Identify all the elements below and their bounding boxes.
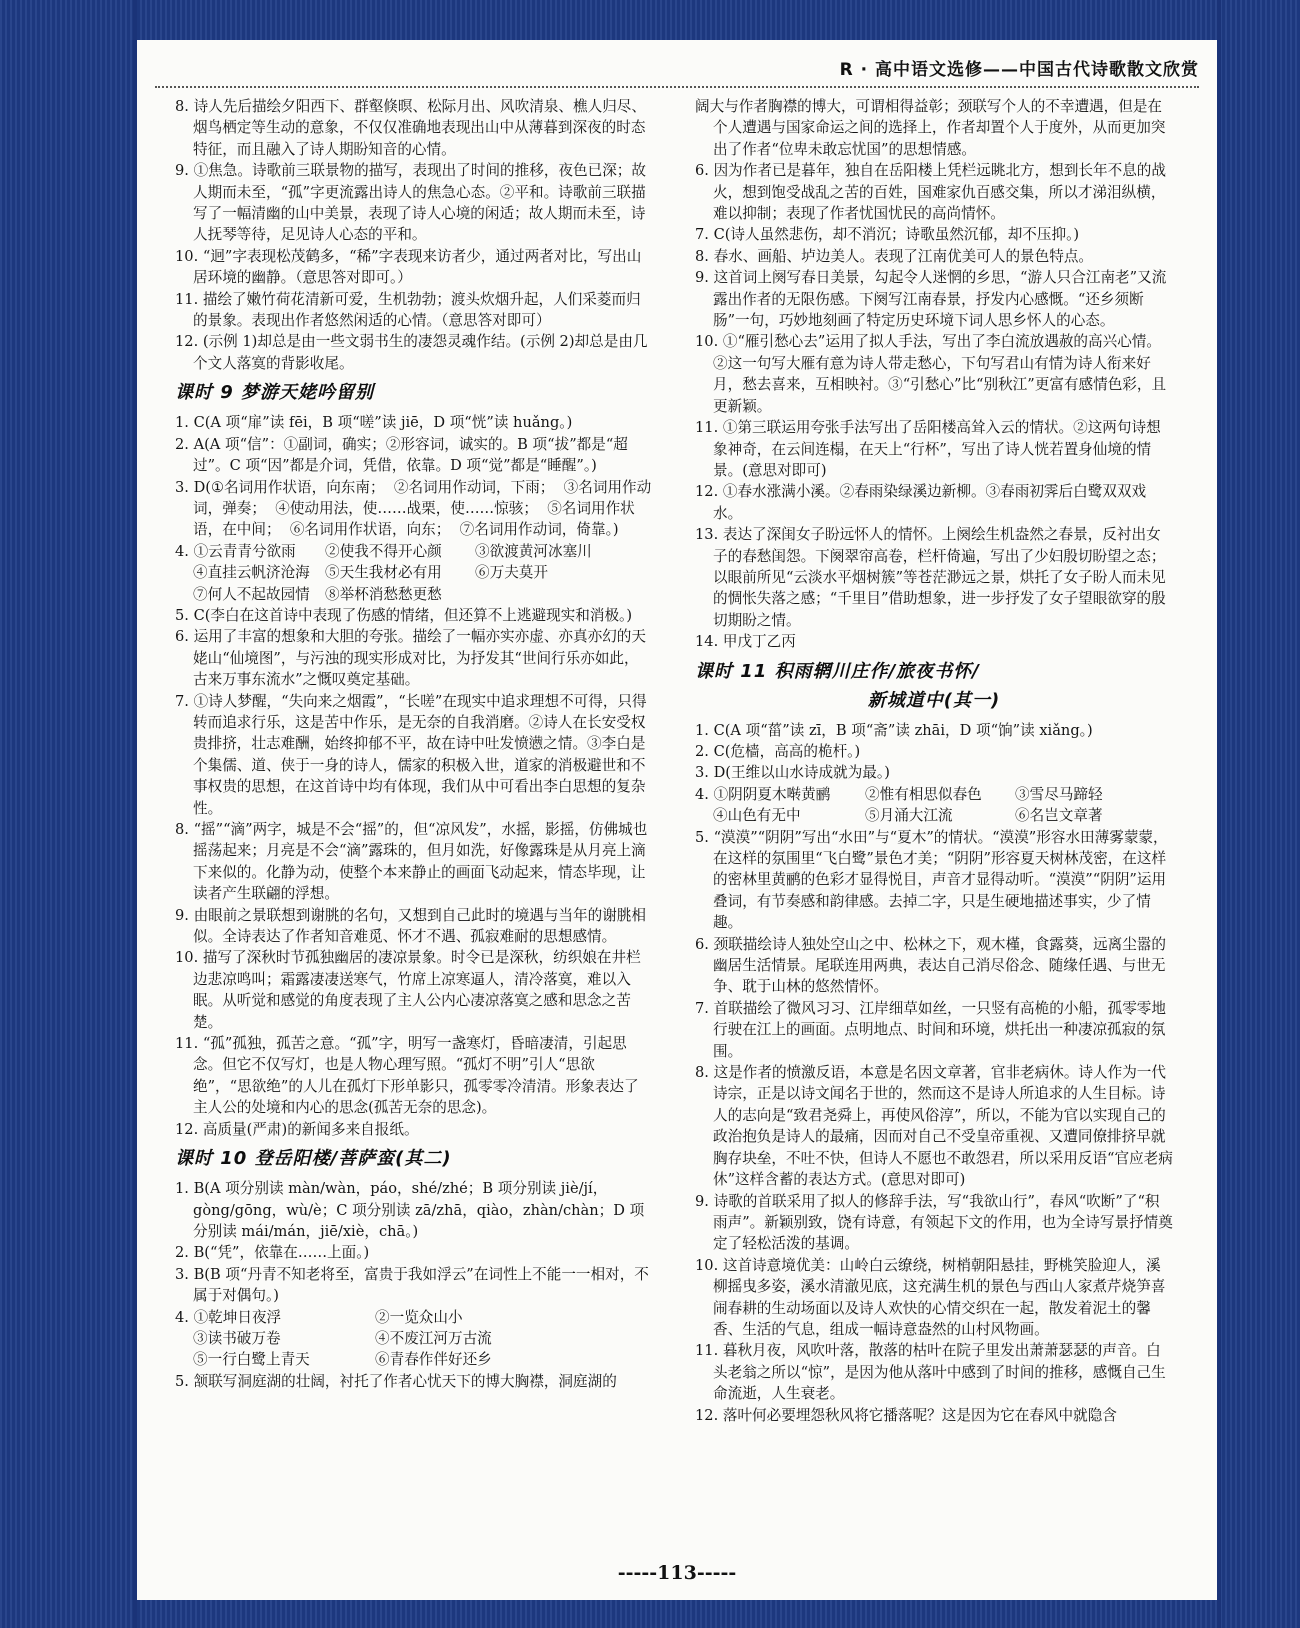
answer-item: 8. 这是作者的愤激反语，本意是名因文章著，官非老病休。诗人作为一代诗宗，正是以诗文闻名于世的，然而这不是诗人所追求的人生目标。诗人的志向是“致君尧舜上，再使风俗淳”，所以，不能为官以实现自己的政治抱负是诗人的最痛，因而对自己不受皇帝重视、又遭同僚排挤早就胸存块垒，不吐不快，但诗人不愿也不敢怨君，所以采用反语“官应老病休”这样含蓄的表达方式。(意思对即可) <box>695 1064 1173 1189</box>
answer-item: 10. “迥”字表现松茂鹤多，“稀”字表现来访者少，通过两者对比，写出山居环境的幽静。（意思答对即可。） <box>175 247 642 287</box>
answer-item: 8. 诗人先后描绘夕阳西下、群壑倏暝、松际月出、风吹清泉、樵人归尽、烟鸟栖定等生动的意象，不仅仅准确地表现出山中从薄暮到深夜的时态特征，而且融入了诗人期盼知音的心情。 <box>175 98 646 158</box>
left-column <box>175 96 653 1540</box>
answer-item: 11. 描绘了嫩竹荷花清新可爱，生机勃勃；渡头炊烟升起，人们采菱而归的景象。表现出作者悠然闲适的心情。（意思答对即可） <box>175 290 641 330</box>
answer-item: 5. “漠漠”“阴阴”写出“水田”与“夏木”的情状。“漠漠”形容水田薄雾蒙蒙，在这样的氛围里“飞白鹭”景色才美；“阴阴”形容夏天树林茂密，在这样的密林里黄鹂的色彩才显得悦目，声音才显得动听。“漠漠”“阴阴”运用叠词，有节奏感和韵律感。去掉二字，只是生硬地描述事实，少了情趣。 <box>695 828 1168 932</box>
grid-cell: 4. ①阴阴夏木啭黄鹂 <box>695 785 831 803</box>
answer-item: 2. A(A 项“信”：①副词，确实；②形容词，诚实的。B 项“拔”都是“超过”。C 项“因”都是介词，凭借，依靠。D 项“觉”都是“睡醒”。) <box>175 435 628 475</box>
answer-item: 3. B(B 项“丹青不知老将至，富贵于我如浮云”在词性上不能一一相对，不属于对偶句。) <box>175 1265 649 1305</box>
answer-grid-4b <box>175 1307 653 1371</box>
lesson-10-heading: 课时 10 登岳阳楼/菩萨蛮(其二) <box>175 1148 452 1170</box>
book-page <box>137 40 1217 1600</box>
answer-item: 12. 落叶何必要埋怨秋风将它播落呢？这是因为它在春风中就隐含 <box>695 1406 1117 1424</box>
answer-item: 5. 颔联写洞庭湖的壮阔，衬托了作者心忧天下的博大胸襟，洞庭湖的 <box>175 1372 617 1390</box>
answer-item: 6. 颈联描绘诗人独处空山之中、松林之下，观木槿，食露葵，远离尘嚣的幽居生活情景。尾联连用两典，表达自己消尽俗念、随缘任遇、与世无争、耽于山林的悠然情怀。 <box>695 935 1166 996</box>
right-column <box>695 96 1173 1540</box>
grid-cell: ⑥万夫莫开 <box>475 564 548 582</box>
answer-grid-4c <box>695 784 1173 827</box>
grid-cell: ②一览众山小 <box>375 1308 463 1326</box>
grid-cell: ③雪尽马蹄轻 <box>1015 785 1103 803</box>
grid-cell: ④山色有无中 <box>713 807 801 825</box>
answer-item: 8. 春水、画船、垆边美人。表现了江南优美可人的景色特点。 <box>695 247 1094 265</box>
answer-grid-4 <box>175 541 653 605</box>
answer-item: 6. 因为作者已是暮年，独自在岳阳楼上凭栏远眺北方，想到长年不息的战火，想到饱受战乱之苦的百姓，国难家仇百感交集，所以才涕泪纵横，难以抑制；表现了作者忧国忧民的高尚情怀。 <box>695 162 1166 223</box>
page-header: R · 高中语文选修——中国古代诗歌散文欣赏 <box>155 54 1199 88</box>
answer-item: 2. B(“凭”，依靠在……上面。) <box>175 1244 370 1262</box>
answer-item: 12. ①春水涨满小溪。②春雨染绿溪边新柳。③春雨初霁后白鹭双双戏水。 <box>695 483 1147 522</box>
grid-cell: 4. ①云青青兮欲雨 <box>175 542 296 560</box>
lesson-11-heading: 课时 11 积雨辋川庄作/旅夜书怀/ <box>695 660 980 682</box>
lesson-11-subheading: 新城道中(其一) <box>867 689 1001 711</box>
answer-item: 7. ①诗人梦醒，“失向来之烟霞”，“长嗟”在现实中追求理想不可得，只得转而追求行乐，这是苦中作乐，是无奈的自我消磨。②诗人在长安受权贵排挤，壮志难酬，始终抑郁不平，故在诗中吐发愤懑之情。③李白是个集儒、道、侠于一身的诗人，儒家的积极入世，道家的消极避世和不事权贵的思想，在这首诗中均有体现，我们从中可看出李白思想的复杂性。 <box>175 692 647 817</box>
answer-item: 11. “孤”孤独，孤苦之意。“孤”字，明写一盏寒灯，昏暗凄清，引起思念。但它不仅写灯，也是人物心理写照。“孤灯不明”引人“思欲绝”，“思欲绝”的人儿在孤灯下形单影只，孤零零冷清清。形象表达了主人公的处境和内心的思念(孤苦无奈的思念)。 <box>175 1035 639 1117</box>
grid-cell: ⑥名岂文章著 <box>1015 807 1103 825</box>
answer-item: 13. 表达了深闺女子盼远怀人的情怀。上阕绘生机盎然之春景，反衬出女子的春愁闺怨。下阕翠帘高卷，栏杆倚遍，写出了少妇殷切盼望之态；以眼前所见“云淡水平烟树簇”等苍茫渺远之景，烘托了女子盼人而未见的惆怅失落之感；“千里目”借助想象，进一步抒发了女子望眼欲穿的殷切期盼之情。 <box>695 526 1166 629</box>
answer-item: 5. C(李白在这首诗中表现了伤感的情绪，但还算不上逃避现实和消极。) <box>175 606 633 624</box>
answer-item: 8. “摇”“滴”两字，城是不会“摇”的，但“凉风发”，水摇，影摇，仿佛城也摇荡起来；月亮是不会“滴”露珠的，但月如洗，好像露珠是从月亮上滴下来似的。化静为动，使整个本来静止的画面飞动起来，情态毕现，让读者产生联翩的浮想。 <box>175 821 648 903</box>
lesson-9-heading: 课时 9 梦游天姥吟留别 <box>175 382 375 404</box>
answer-item: 1. B(A 项分别读 màn/wàn，páo，shé/zhé；B 项分别读 jiè/jí，gòng/gōng，wù/è；C 项分别读 zā/zhā，qiào，zhàn/chàn；D 项分别读 mái/mán，jiē/xiè，chā。) <box>175 1180 645 1240</box>
grid-cell: ④不废江河万古流 <box>375 1329 492 1347</box>
answer-item: 11. 暮秋月夜，风吹叶落，散落的枯叶在院子里发出萧萧瑟瑟的声音。白头老翁之所以“惊”，是因为他从落叶中感到了时间的推移，感慨自己生命流逝，人生衰老。 <box>695 1342 1166 1403</box>
grid-cell: ⑦何人不起故园情 <box>193 585 310 603</box>
answer-item: 2. C(危樯，高高的桅杆。) <box>695 742 861 760</box>
grid-cell: ⑤一行白鹭上青天 <box>193 1351 310 1369</box>
grid-cell: ④直挂云帆济沧海 <box>193 564 310 582</box>
answer-item: 3. D(①名词用作状语，向东南； ②名词用作动词，下雨； ③名词用作动词，弹奏； ④使动用法，使……战栗，使……惊骇； ⑤名词用作状语，在中间； ⑥名词用作状语，向东； ⑦名词用作动词，倚靠。) <box>175 478 652 539</box>
answer-item: 10. ①“雁引愁心去”运用了拟人手法，写出了李白流放遇赦的高兴心情。②这一句写大雁有意为诗人带走愁心，下句写君山有情为诗人衔来好月，愁去喜来，互相映衬。③“引愁心”比“别秋江”更富有感情色彩，且更新颖。 <box>695 333 1167 415</box>
grid-cell: ③读书破万卷 <box>193 1329 281 1347</box>
answer-item: 7. C(诗人虽然悲伤，却不消沉；诗歌虽然沉郁，却不压抑。) <box>695 226 1080 244</box>
answer-item: 9. 诗歌的首联采用了拟人的修辞手法，写“我欲山行”，春风“吹断”了“积雨声”。新颖别致，饶有诗意，有领起下文的作用，也为全诗写景抒情奠定了轻松活泼的基调。 <box>695 1192 1173 1253</box>
answer-item: 10. 描写了深秋时节孤独幽居的凄凉景象。时令已是深秋，纺织娘在井栏边悲凉鸣叫；霜露凄凄送寒气，竹席上凉寒逼人，清冷落寞，难以入眠。从听觉和感觉的角度表现了主人公内心凄凉落寞之感和思念之苦楚。 <box>175 949 641 1031</box>
answer-list-top <box>175 96 653 374</box>
answer-item: 3. D(王维以山水诗成就为最。) <box>695 764 890 782</box>
answer-item: 阔大与作者胸襟的博大，可谓相得益彰；颈联写个人的不幸遭遇，但是在个人遭遇与国家命运之间的选择上，作者却置个人于度外，从而更加突出了作者“位卑未敢忘忧国”的思想情感。 <box>695 98 1166 158</box>
answer-item: 9. ①焦急。诗歌前三联景物的描写，表现出了时间的推移，夜色已深；故人期而未至，“孤”字更流露出诗人的焦急心态。②平和。诗歌前三联描写了一幅清幽的山中美景，表现了诗人心境的闲适；故人期而未至，诗人抚琴等待，足见诗人心态的平和。 <box>175 162 646 244</box>
answer-item: 1. C(A 项“菑”读 zī，B 项“斋”读 zhāi，D 项“饷”读 xiǎng。) <box>695 721 1093 739</box>
grid-cell: ③欲渡黄河冰塞川 <box>475 542 592 560</box>
answer-item: 11. ①第三联运用夸张手法写出了岳阳楼高耸入云的情状。②这两句诗想象神奇，在云间连榻，在天上“行杯”，写出了诗人恍若置身仙境的情景。(意思对即可) <box>695 419 1161 479</box>
answer-item: 9. 由眼前之景联想到谢朓的名句，又想到自己此时的境遇与当年的谢朓相似。全诗表达了作者知音难觅、怀才不遇、孤寂难耐的思想感情。 <box>175 906 646 946</box>
grid-cell: 4. ①乾坤日夜浮 <box>175 1308 282 1326</box>
answer-item: 14. 甲戊丁乙丙 <box>695 633 796 651</box>
answer-item: 6. 运用了丰富的想象和大胆的夸张。描绘了一幅亦实亦虚、亦真亦幻的天姥山“仙境图”，与污浊的现实形成对比，为抒发其“世间行乐亦如此，古来万事东流水”之慨叹奠定基础。 <box>175 628 646 689</box>
answer-item: 9. 这首词上阕写春日美景，勾起令人迷惘的乡思，“游人只合江南老”又流露出作者的无限伤感。下阕写江南春景，抒发内心感慨。“还乡须断肠”一句，巧妙地刻画了特定历史环境下词人思乡怀人的心态。 <box>695 269 1167 330</box>
answer-item: 1. C(A 项“扉”读 fēi，B 项“嗟”读 jiē，D 项“恍”读 huǎng。) <box>175 414 573 432</box>
right-edge <box>1217 0 1221 1628</box>
grid-cell: ②使我不得开心颜 <box>325 542 442 560</box>
answer-item: 12. 高质量(严肃)的新闻多来自报纸。 <box>175 1120 419 1138</box>
answer-item: 12. (示例 1)却总是由一些文弱书生的凄怨灵魂作结。(示例 2)却总是由几个文人落寞的背影收尾。 <box>175 333 648 372</box>
answer-item: 7. 首联描绘了微风习习、江岸细草如丝，一只竖有高桅的小船，孤零零地行驶在江上的画面。点明地点、时间和环境，烘托出一种凄凉孤寂的氛围。 <box>695 999 1166 1060</box>
grid-cell: ⑤月涌大江流 <box>865 807 953 825</box>
grid-cell: ⑧举杯消愁愁更愁 <box>325 585 442 603</box>
grid-cell: ⑤天生我材必有用 <box>325 564 442 582</box>
grid-cell: ②惟有相思似春色 <box>865 785 982 803</box>
page-number: -----113----- <box>617 1562 737 1584</box>
grid-cell: ⑥青春作伴好还乡 <box>375 1351 492 1369</box>
answer-item: 10. 这首诗意境优美：山岭白云缭绕，树梢朝阳悬挂，野桃笑脸迎人，溪柳摇曳多姿，溪水清澈见底，这充满生机的景色与西山人家煮芹烧笋喜闹春耕的生动场面以及诗人欢快的心情交织在一起，散发着泥土的馨香、生活的气息，组成一幅诗意盎然的山村风物画。 <box>695 1256 1166 1338</box>
